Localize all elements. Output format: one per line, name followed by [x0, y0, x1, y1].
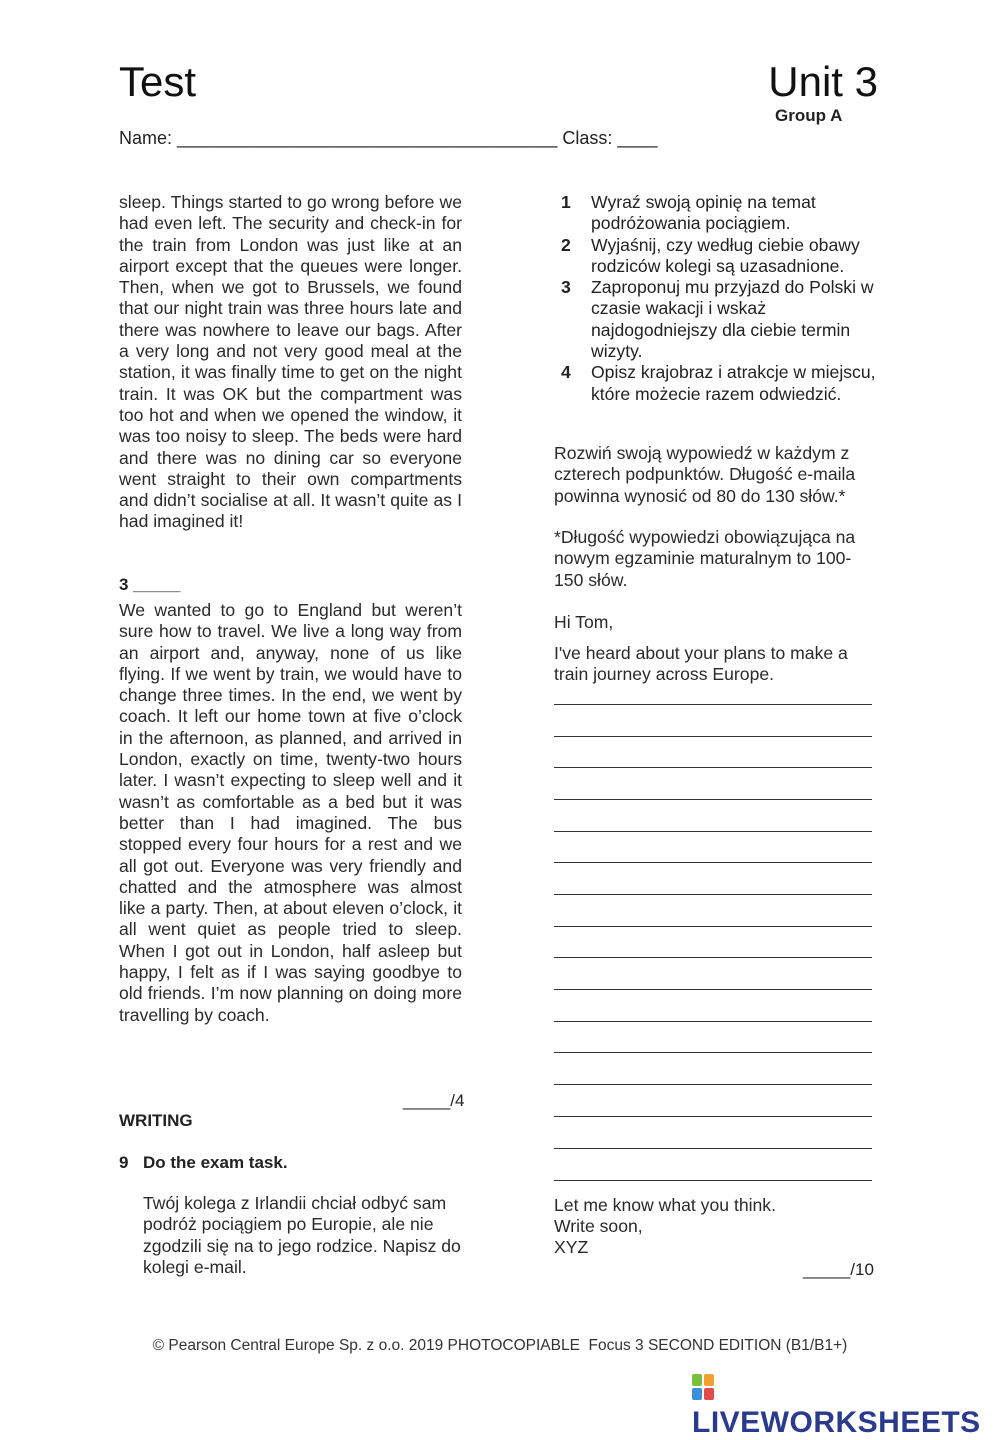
name-class-line: Name: ______________________________________ Class: ____ — [119, 128, 658, 148]
task-point: 3 Zaproponuj mu przyjazd do Polski w czasie wakacji i wskaż najdogodniejszy dla ciebie termin wizyty. — [561, 277, 874, 362]
copyright-footer: © Pearson Central Europe Sp. z o.o. 2019 PHOTOCOPIABLE Focus 3 SECOND EDITION (B1/B1+) — [152, 1337, 848, 1354]
writing-line[interactable] — [554, 1052, 872, 1053]
writing-line[interactable] — [554, 767, 872, 768]
writing-line[interactable] — [554, 704, 872, 705]
group-label: Group A — [775, 106, 843, 125]
email-closing-1: Let me know what you think. — [554, 1195, 776, 1215]
task-instruction: Twój kolega z Irlandii chciał odbyć sam podróż pociągiem po Europie, ale nie zgodzili się na to jego rodzice. Napisz do kolegi e-mail. — [143, 1193, 461, 1277]
task-title: Do the exam task. — [143, 1153, 288, 1172]
writing-line[interactable] — [554, 1084, 872, 1085]
task-point: 2 Wyjaśnij, czy według ciebie obawy rodziców kolegi są uzasadnione. — [561, 234, 860, 276]
reading-text-section-3: We wanted to go to England but weren’t sure how to travel. We live a long way from an airport and, anyway, none of us like flying. If we went by train, we would have to change three times. In the end, we went by coach. It left our home town at five o’clock in the afternoon, as planned, and arrived in London, exactly on time, twenty-two hours later. I wasn’t expecting to sleep well and it wasn’t as comfortable as a bed but it was better than I had imagined. The bus stopped every four hours for a rest and we all got out. Everyone was very friendly and chatted and the atmosphere was almost like a party. Then, at about eleven o’clock, it all went quiet as people tried to sleep. When I got out in London, half asleep but happy, I felt as if I was saying goodbye to old friends. I’m now planning on doing more travelling by coach. — [119, 600, 462, 1025]
writing-line[interactable] — [554, 1021, 872, 1022]
writing-line[interactable] — [554, 957, 872, 958]
email-closing-2: Write soon, — [554, 1216, 643, 1236]
writing-line[interactable] — [554, 989, 872, 990]
writing-line[interactable] — [554, 799, 872, 800]
test-title: Test — [119, 58, 197, 105]
liveworksheets-logo-text: LIVEWORKSHEETS — [692, 1406, 981, 1439]
writing-score[interactable]: _____/10 — [803, 1260, 874, 1279]
writing-line[interactable] — [554, 1180, 872, 1181]
unit-label: Unit 3 — [768, 58, 878, 105]
new-exam-note: *Długość wypowiedzi obowiązująca na nowym egzaminie maturalnym to 100-150 słów. — [554, 527, 856, 590]
section-3-label: 3 _____ — [119, 575, 181, 594]
task-point: 4 Opisz krajobraz i atrakcje w miejscu, które możecie razem odwiedzić. — [561, 362, 876, 404]
writing-line[interactable] — [554, 926, 872, 927]
task-number: 9 — [119, 1153, 129, 1172]
liveworksheets-logo[interactable] — [692, 1372, 1000, 1440]
develop-note: Rozwiń swoją wypowiedź w każdym z czterech podpunktów. Długość e-maila powinna wynosić od 80 do 130 słów.* — [554, 443, 856, 506]
liveworksheets-badge-icon — [692, 1374, 716, 1402]
task-point: 1 Wyraź swoją opinię na temat podróżowania pociągiem. — [561, 192, 816, 234]
writing-line[interactable] — [554, 862, 872, 863]
writing-heading: WRITING — [119, 1111, 193, 1130]
writing-line[interactable] — [554, 736, 872, 737]
writing-line[interactable] — [554, 1148, 872, 1149]
email-opening: I've heard about your plans to make a train journey across Europe. — [554, 643, 848, 685]
task-points-list — [554, 192, 884, 405]
writing-line[interactable] — [554, 1116, 872, 1117]
email-signature: XYZ — [554, 1237, 589, 1257]
reading-text-part-2: sleep. Things started to go wrong before we had even left. The security and check-in for the train from London was just like at an airport except that the queues were longer. Then, when we got to Brussels, we found that our night train was three hours late and there was nowhere to leave our bags. After a very long and not very good meal at the station, it was finally time to get on the night train. It was OK but the compartment was too hot and when we opened the window, it was too noisy to sleep. The beds were hard and there was no dining car so everyone went straight to their own compartments and didn’t socialise at all. It wasn’t quite as I had imagined it! — [119, 192, 462, 532]
email-greeting: Hi Tom, — [554, 612, 614, 632]
writing-line[interactable] — [554, 831, 872, 832]
reading-score[interactable]: _____/4 — [403, 1091, 465, 1110]
writing-line[interactable] — [554, 894, 872, 895]
